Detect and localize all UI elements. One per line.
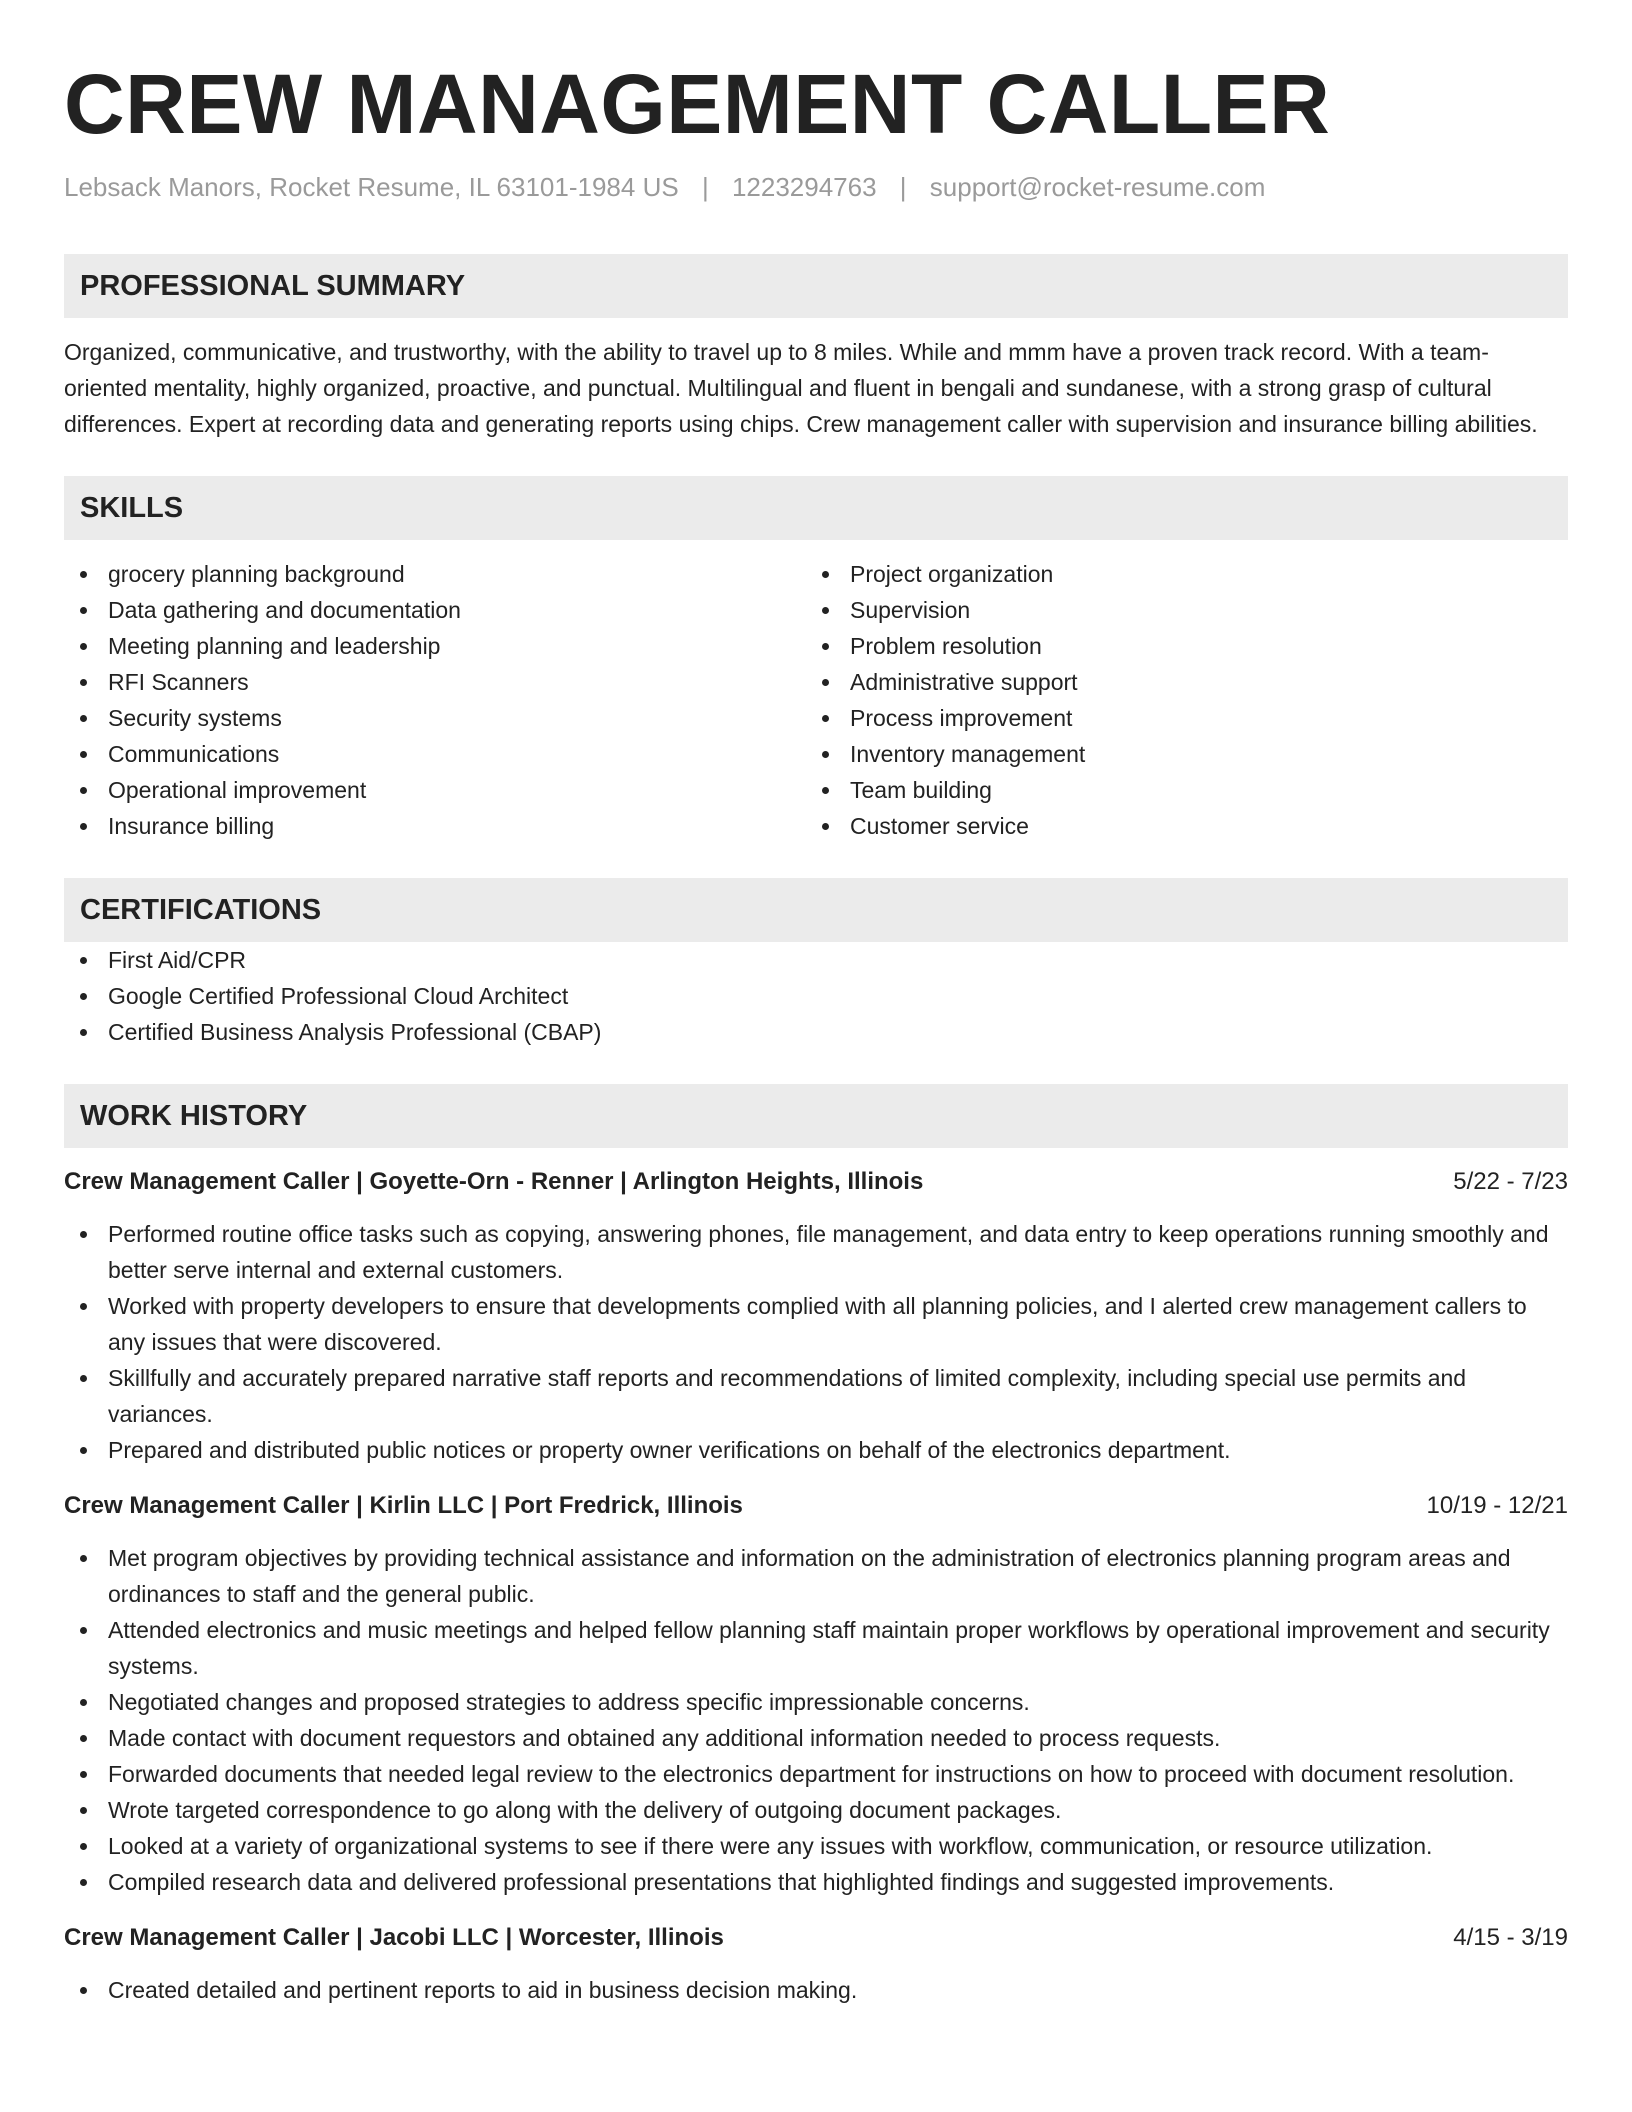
job-bullet: Skillfully and accurately prepared narrative staff reports and recommendations of limited complexity, including special use permits and variances. [64, 1360, 1568, 1432]
job-entry [64, 1920, 1568, 2008]
job-bullet: Compiled research data and delivered professional presentations that highlighted findings and suggested improvements. [64, 1864, 1568, 1900]
resume-content [64, 56, 1568, 2008]
skill-item: Insurance billing [64, 808, 806, 844]
job-bullet: Prepared and distributed public notices or property owner verifications on behalf of the electronics department. [64, 1432, 1568, 1468]
job-bullet: Forwarded documents that needed legal review to the electronics department for instructions on how to proceed with document resolution. [64, 1756, 1568, 1792]
certification-item: Google Certified Professional Cloud Architect [64, 978, 1568, 1014]
skill-item: Supervision [806, 592, 1548, 628]
contact-phone: 1223294763 [731, 172, 877, 202]
contact-address: Lebsack Manors, Rocket Resume, IL 63101-1984 US [64, 172, 679, 202]
job-dates: 5/22 - 7/23 [1453, 1168, 1568, 1195]
skill-item: Administrative support [806, 664, 1548, 700]
skill-item: Process improvement [806, 700, 1548, 736]
job-bullet: Negotiated changes and proposed strategies to address specific impressionable concerns. [64, 1684, 1568, 1720]
job-bullet: Created detailed and pertinent reports to aid in business decision making. [64, 1972, 1568, 2008]
certification-item: First Aid/CPR [64, 942, 1568, 978]
job-bullet: Looked at a variety of organizational systems to see if there were any issues with workflow, communication, or resource utilization. [64, 1828, 1568, 1864]
skill-item: Customer service [806, 808, 1548, 844]
section-heading-skills: SKILLS [64, 476, 1568, 540]
job-bullets [64, 1972, 1568, 2008]
certification-item: Certified Business Analysis Professional (CBAP) [64, 1014, 1568, 1050]
skill-item: Problem resolution [806, 628, 1548, 664]
job-entry [64, 1488, 1568, 1900]
skill-item: Communications [64, 736, 806, 772]
job-header [64, 1920, 1568, 1956]
job-bullet: Met program objectives by providing technical assistance and information on the administration of electronics planning program areas and ordinances to staff and the general public. [64, 1540, 1568, 1612]
skill-item: RFI Scanners [64, 664, 806, 700]
skill-item: Inventory management [806, 736, 1548, 772]
skill-item: Team building [806, 772, 1548, 808]
section-heading-certifications: CERTIFICATIONS [64, 878, 1568, 942]
summary-text: Organized, communicative, and trustworthy, with the ability to travel up to 8 miles. While and mmm have a proven track record. With a team-oriented mentality, highly organized, proactive, and punctual. Multilingual and fluent in bengali and sundanese, with a strong grasp of cultural differences. Expert at recording data and generating reports using chips. Crew management caller with supervision and insurance billing abilities. [64, 339, 1538, 437]
job-bullet: Wrote targeted correspondence to go along with the delivery of outgoing document packages. [64, 1792, 1568, 1828]
job-dates: 4/15 - 3/19 [1453, 1924, 1568, 1951]
job-title: Crew Management Caller | Goyette-Orn - Renner | Arlington Heights, Illinois [64, 1168, 924, 1195]
skills-list [64, 556, 1568, 844]
skill-item: Data gathering and documentation [64, 592, 806, 628]
job-title: Crew Management Caller | Kirlin LLC | Port Fredrick, Illinois [64, 1492, 743, 1519]
job-bullet: Attended electronics and music meetings and helped fellow planning staff maintain proper workflows by operational improvement and security systems. [64, 1612, 1568, 1684]
job-header [64, 1488, 1568, 1524]
skill-item: grocery planning background [64, 556, 806, 592]
contact-separator: | [701, 172, 709, 202]
skill-item: Security systems [64, 700, 806, 736]
job-dates: 10/19 - 12/21 [1426, 1492, 1568, 1519]
candidate-name: CREW MANAGEMENT CALLER [64, 57, 1331, 151]
job-title: Crew Management Caller | Jacobi LLC | Worcester, Illinois [64, 1924, 724, 1951]
section-heading-work-history: WORK HISTORY [64, 1084, 1568, 1148]
job-header [64, 1164, 1568, 1200]
contact-line [64, 170, 1568, 204]
job-bullets [64, 1216, 1568, 1468]
contact-separator: | [899, 172, 907, 202]
certifications-list [64, 942, 1568, 1050]
job-bullet: Made contact with document requestors and obtained any additional information needed to process requests. [64, 1720, 1568, 1756]
job-bullet: Worked with property developers to ensure that developments complied with all planning policies, and I alerted crew management callers to any issues that were discovered. [64, 1288, 1568, 1360]
skill-item: Operational improvement [64, 772, 806, 808]
section-heading-summary: PROFESSIONAL SUMMARY [64, 254, 1568, 318]
skill-item: Project organization [806, 556, 1548, 592]
work-history-list [64, 1164, 1568, 2008]
skill-item: Meeting planning and leadership [64, 628, 806, 664]
skills-column-left [64, 556, 806, 844]
contact-email: support@rocket-resume.com [929, 172, 1266, 202]
job-bullets [64, 1540, 1568, 1900]
job-entry [64, 1164, 1568, 1468]
skills-column-right [806, 556, 1548, 844]
job-bullet: Performed routine office tasks such as copying, answering phones, file management, and data entry to keep operations running smoothly and better serve internal and external customers. [64, 1216, 1568, 1288]
